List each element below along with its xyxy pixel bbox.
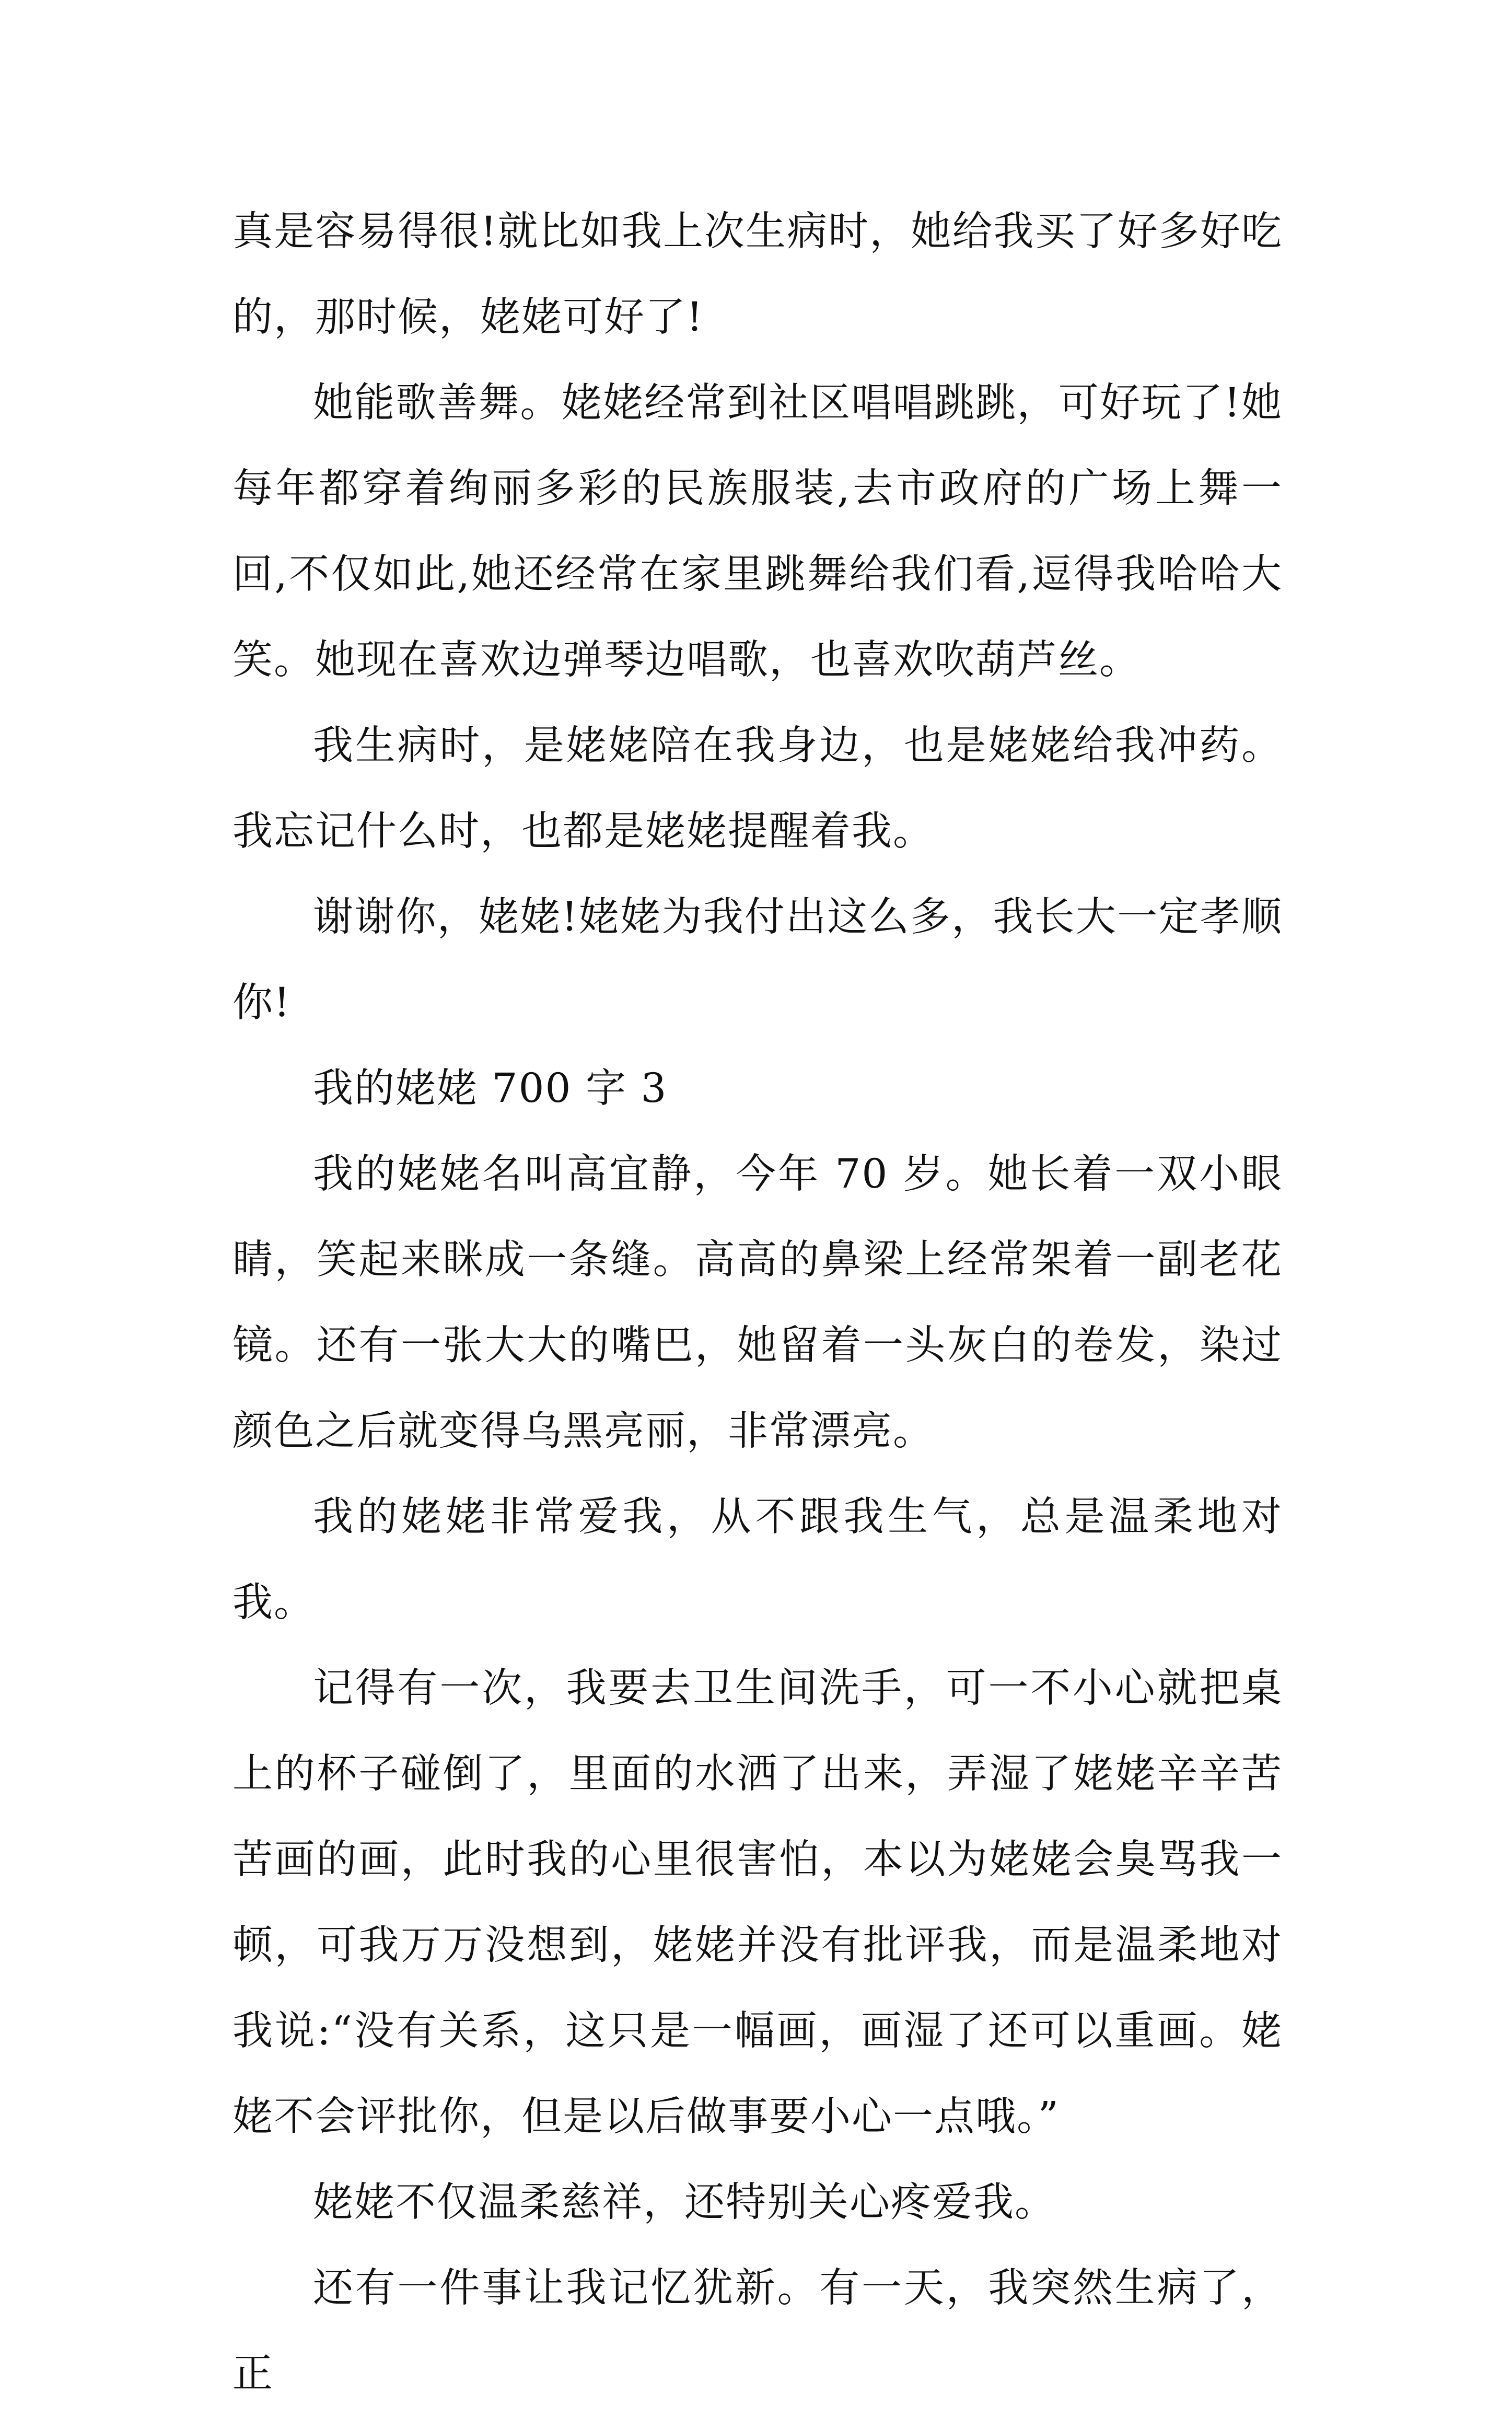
paragraph-2: 她能歌善舞。姥姥经常到社区唱唱跳跳，可好玩了!她每年都穿着绚丽多彩的民族服装,去市政府的广场上舞一回,不仅如此,她还经常在家里跳舞给我们看,逗得我哈哈大笑。她现在喜欢边弹琴边唱歌，也喜欢吹葫芦丝。 (232, 380, 1283, 683)
paragraph-9: 姥姥不仅温柔慈祥，还特别关心疼爱我。 (313, 2179, 1056, 2226)
section-heading: 我的姥姥 700 字 3 (313, 1065, 668, 1112)
paragraph-10: 还有一件事让我记忆犹新。有一天，我突然生病了，正 (232, 2265, 1283, 2397)
document-body (232, 189, 1283, 2417)
paragraph-3: 我生病时，是姥姥陪在我身边，也是姥姥给我冲药。我忘记什么时，也都是姥姥提醒着我。 (232, 723, 1283, 855)
paragraph-8: 记得有一次，我要去卫生间洗手，可一不小心就把桌上的杯子碰倒了，里面的水洒了出来，弄湿了姥姥辛辛苦苦画的画，此时我的心里很害怕，本以为姥姥会臭骂我一顿，可我万万没想到，姥姥并没有批评我，而是温柔地对我说:“没有关系，这只是一幅画，画湿了还可以重画。姥姥不会评批你，但是以后做事要小心一点哦。” (232, 1665, 1283, 2140)
paragraph-6: 我的姥姥名叫高宜静，今年 70 岁。她长着一双小眼睛，笑起来眯成一条缝。高高的鼻梁上经常架着一副老花镜。还有一张大大的嘴巴，她留着一头灰白的卷发，染过颜色之后就变得乌黑亮丽，非常漂亮。 (232, 1151, 1283, 1455)
paragraph-7: 我的姥姥非常爱我，从不跟我生气，总是温柔地对我。 (232, 1494, 1283, 1626)
paragraph-4: 谢谢你，姥姥!姥姥为我付出这么多，我长大一定孝顺你! (232, 894, 1283, 1026)
paragraph-1: 真是容易得很!就比如我上次生病时，她给我买了好多好吃的，那时候，姥姥可好了! (232, 208, 1283, 341)
